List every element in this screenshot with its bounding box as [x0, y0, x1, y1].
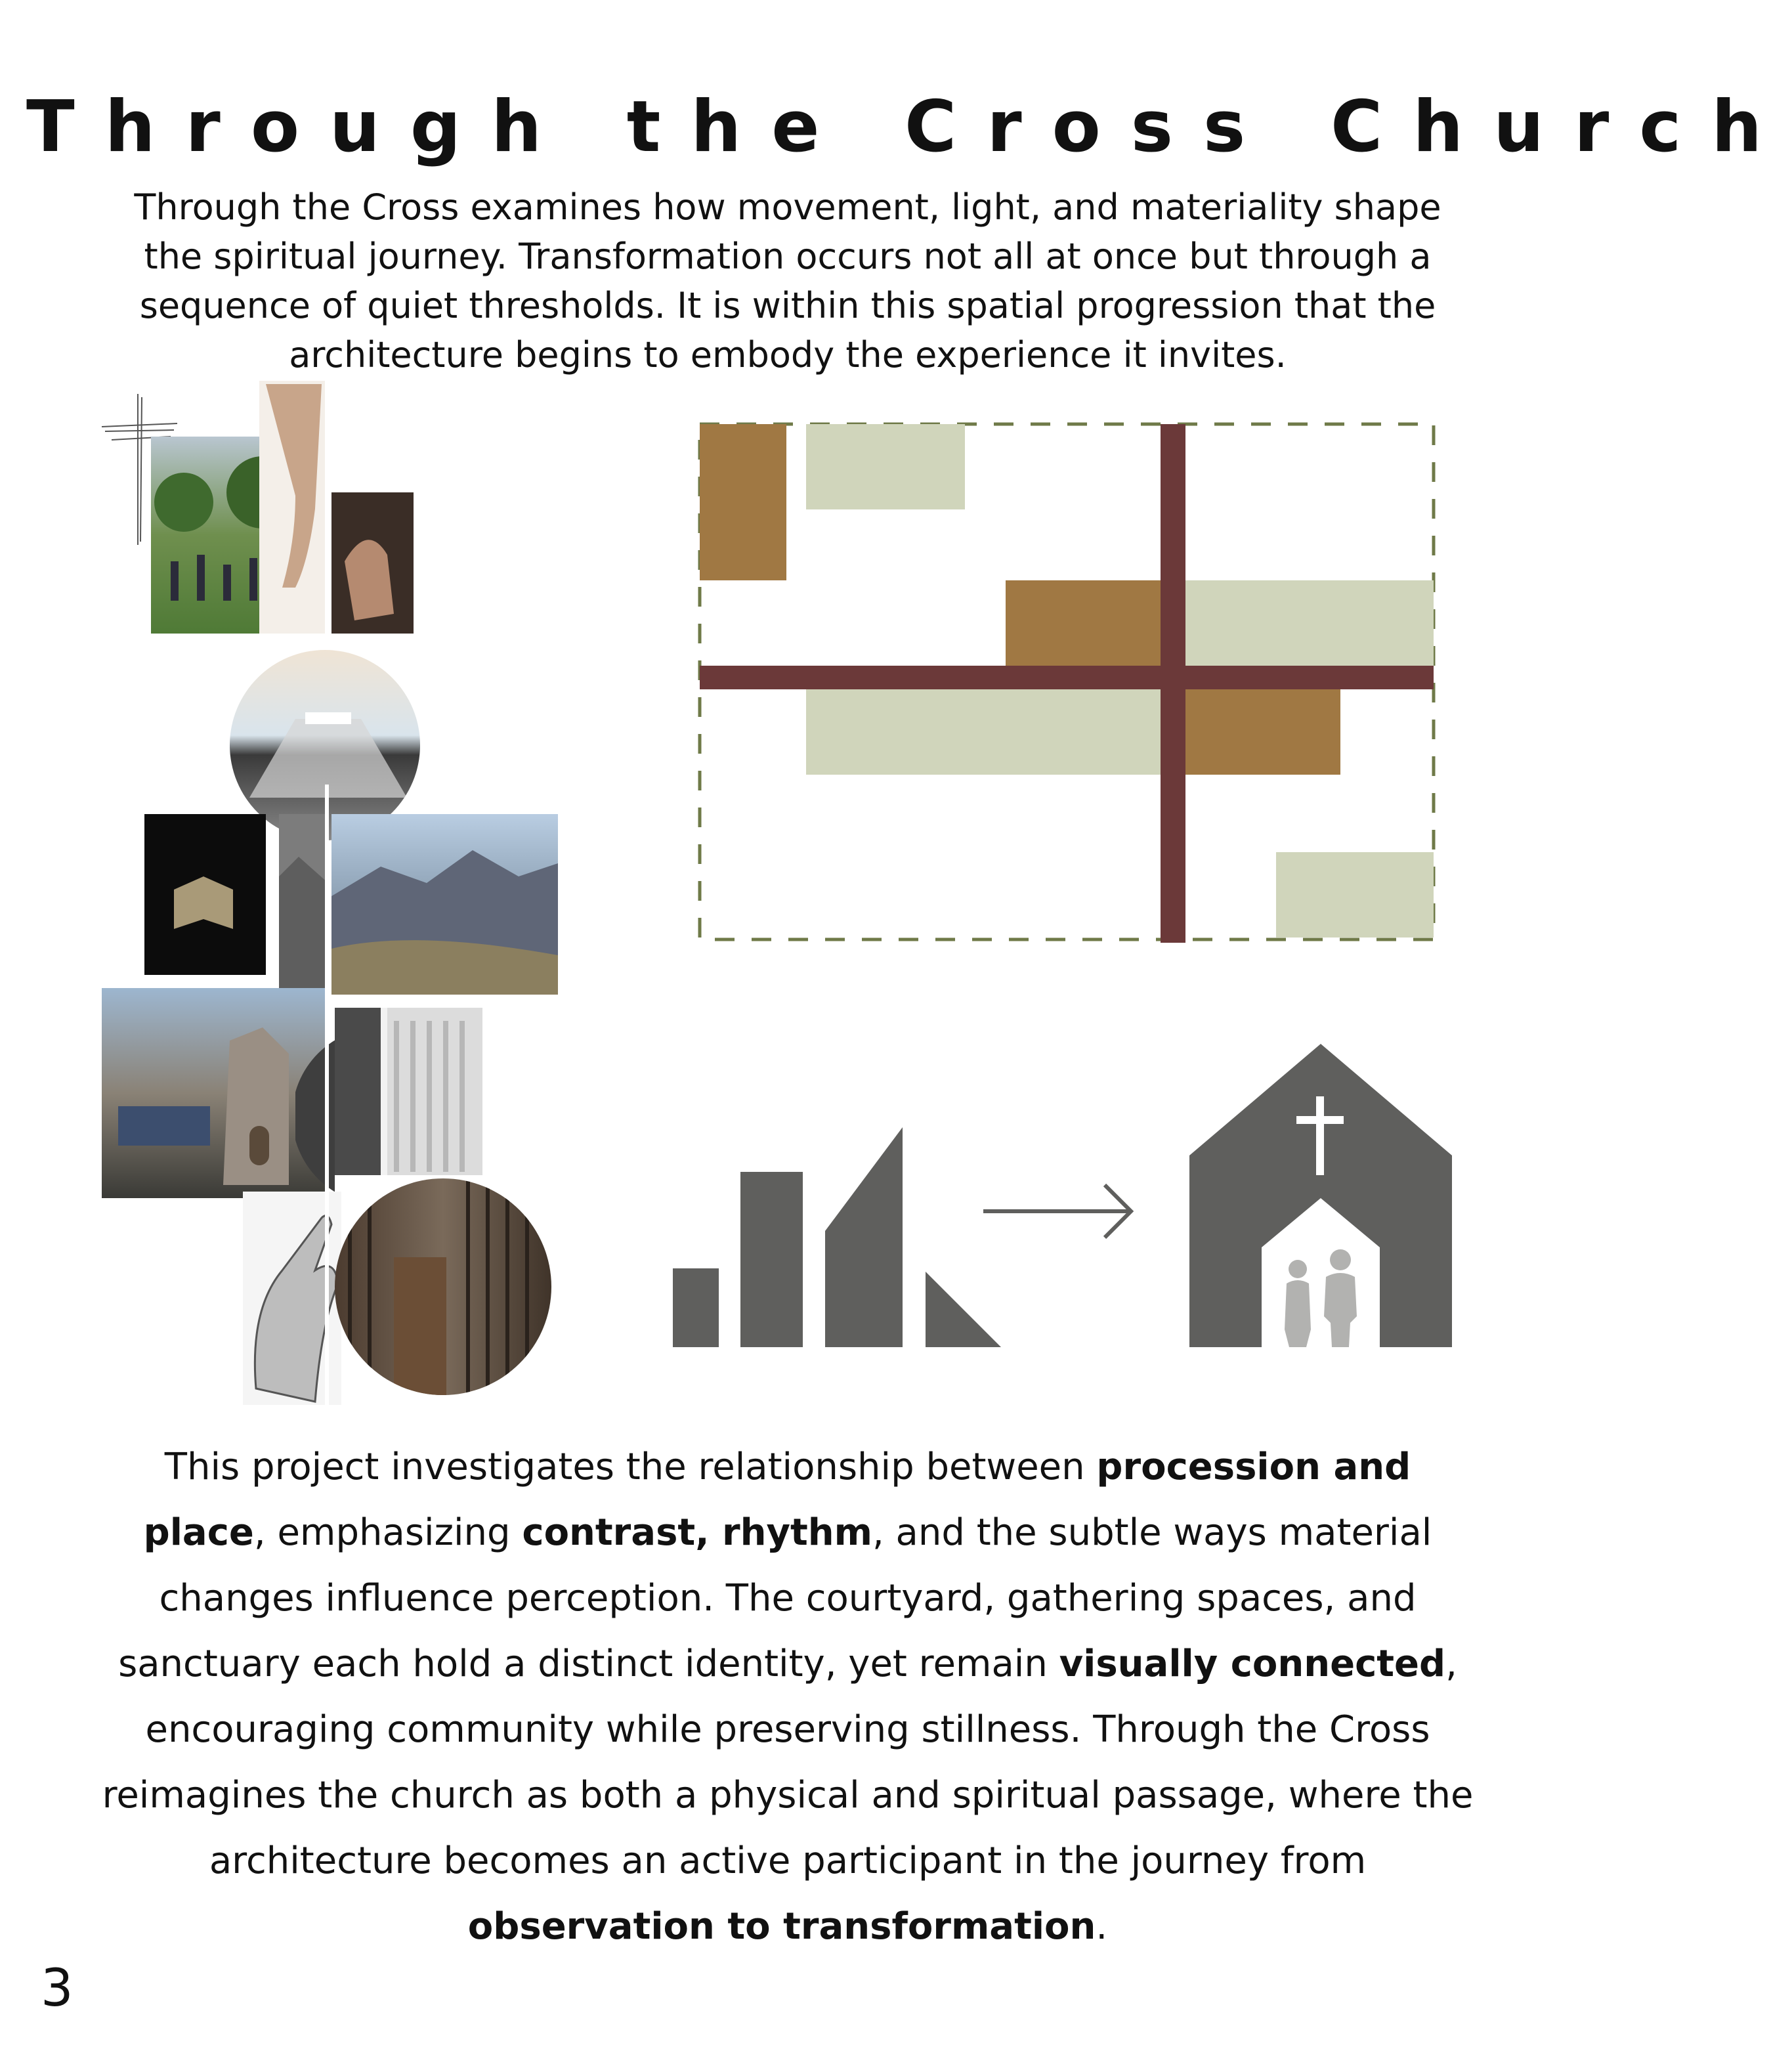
photo-collage: [98, 377, 571, 1408]
body-bold-procession: procession and place: [143, 1446, 1411, 1554]
fragmented-forms-icon: [673, 1127, 1001, 1347]
brown-block-lower: [1166, 688, 1340, 775]
transformation-diagram: [666, 1034, 1461, 1362]
cross-horizontal-bar: [700, 666, 1434, 689]
mountain-strip-photo: [279, 814, 328, 988]
praying-hands-photo: [331, 492, 414, 634]
arrow-right-icon: [983, 1185, 1131, 1238]
page-number: 3: [41, 1959, 74, 2018]
brown-block-mid: [1006, 580, 1166, 672]
body-bold-transformation: observation to transformation: [467, 1905, 1096, 1948]
body-bold-contrast: contrast, rhythm: [522, 1511, 872, 1554]
body-text-1: This project investigates the relationship between: [164, 1446, 1097, 1488]
reaching-hand-photo: [259, 381, 325, 634]
wooden-door-photo: [331, 1175, 555, 1398]
body-text-5: .: [1096, 1905, 1108, 1948]
intro-paragraph: Through the Cross examines how movement, light, and materiality shape the spiritual journey. Transformation occurs not all at once but through a sequence of quiet thresholds. It is within this spatial progression that the architecture begins to embody the experience it invites.: [134, 186, 1441, 376]
page-title: Through the Cross Church: [26, 86, 1792, 168]
body-text-4: , encouraging community while preserving stillness. Through the Cross reimagines the church as both a physical and spiritual passage, where the architecture becomes an active participant in the journey from: [102, 1643, 1474, 1882]
body-text-2: , emphasizing: [253, 1511, 523, 1554]
mountain-photo: [331, 814, 558, 995]
body-text-3: , and the subtle ways material changes influence perception. The courtyard, gathering spaces, and sanctuary each hold a distinct identity, yet remain: [118, 1511, 1432, 1685]
brown-block-top-left: [700, 424, 786, 580]
sage-block-top: [806, 424, 965, 509]
body-paragraph: [98, 1434, 1477, 1960]
columns-photo: [335, 1008, 482, 1175]
sage-block-lower: [806, 688, 1166, 775]
body-bold-visually-connected: visually connected: [1059, 1643, 1446, 1685]
cross-plan-diagram: [696, 420, 1438, 945]
historic-church-photo: [102, 988, 328, 1198]
cross-vertical-bar: [1161, 424, 1185, 943]
sage-block-right: [1166, 580, 1434, 672]
church-icon: [1189, 1044, 1452, 1347]
sage-block-bottom-right: [1276, 852, 1434, 937]
open-bible-photo: [144, 814, 266, 975]
